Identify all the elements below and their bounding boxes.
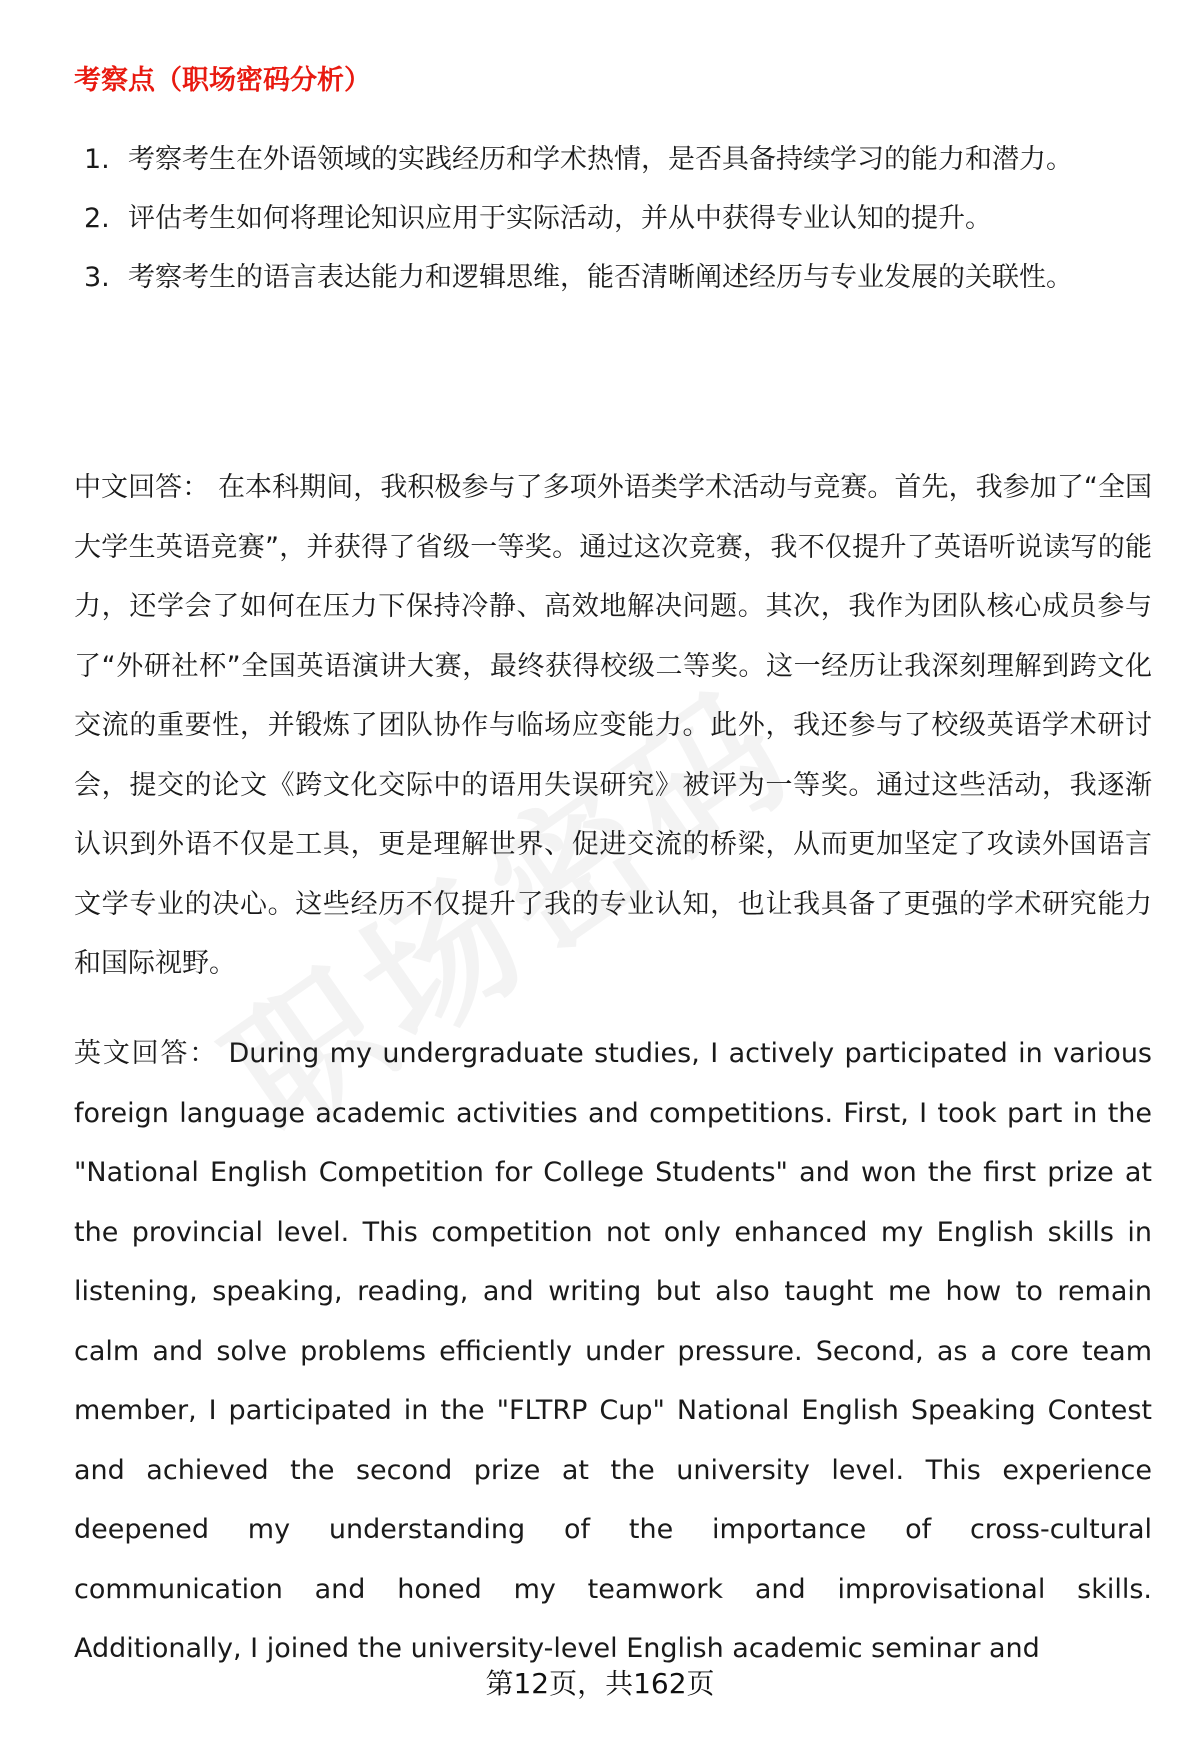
page-number-footer: 第12页，共162页 xyxy=(485,1667,715,1700)
list-item xyxy=(74,130,1134,189)
list-text: 考察考生在外语领域的实践经历和学术热情，是否具备持续学习的能力和潜力。 xyxy=(128,144,1073,175)
list-item xyxy=(74,248,1134,307)
list-item xyxy=(74,189,1134,248)
english-answer xyxy=(74,1024,1152,1679)
english-answer-text: During my undergraduate studies, I actively participated in various foreign language academic activities and competitions. First, I took part in the "National English Competition for College Students" and won the first prize at the provincial level. This competition not only enhanced my English skills in listening, speaking, reading, and writing but also taught me how to remain calm and solve problems efficiently under pressure. Second, as a core team member, I participated in the "FLTRP Cup" National English Speaking Contest and achieved the second prize at the university level. This experience deepened my understanding of the importance of cross-cultural communication and honed my teamwork and improvisational skills. Additionally, I joined the university-level English academic seminar and xyxy=(74,1038,1152,1664)
list-text: 考察考生的语言表达能力和逻辑思维，能否清晰阐述经历与专业发展的关联性。 xyxy=(128,262,1073,293)
list-number: 2. xyxy=(84,203,110,234)
chinese-answer-text: 在本科期间，我积极参与了多项外语类学术活动与竞赛。首先，我参加了“全国大学生英语竞赛”，并获得了省级一等奖。通过这次竞赛，我不仅提升了英语听说读写的能力，还学会了如何在压力下保持冷静、高效地解决问题。其次，我作为团队核心成员参与了“外研社杯”全国英语演讲大赛，最终获得校级二等奖。这一经历让我深刻理解到跨文化交流的重要性，并锻炼了团队协作与临场应变能力。此外，我还参与了校级英语学术研讨会，提交的论文《跨文化交际中的语用失误研究》被评为一等奖。通过这些活动，我逐渐认识到外语不仅是工具，更是理解世界、促进交流的桥梁，从而更加坚定了攻读外国语言文学专业的决心。这些经历不仅提升了我的专业认知，也让我具备了更强的学术研究能力和国际视野。 xyxy=(74,472,1153,979)
list-text: 评估考生如何将理论知识应用于实际活动，并从中获得专业认知的提升。 xyxy=(128,203,992,234)
assessment-points-list xyxy=(74,130,1134,307)
english-answer-label: 英文回答： xyxy=(74,1038,219,1069)
chinese-answer-label: 中文回答： xyxy=(74,472,210,503)
chinese-answer xyxy=(74,458,1152,994)
list-number: 1. xyxy=(84,144,110,175)
section-heading: 考察点（职场密码分析） xyxy=(74,65,371,96)
list-number: 3. xyxy=(84,262,110,293)
